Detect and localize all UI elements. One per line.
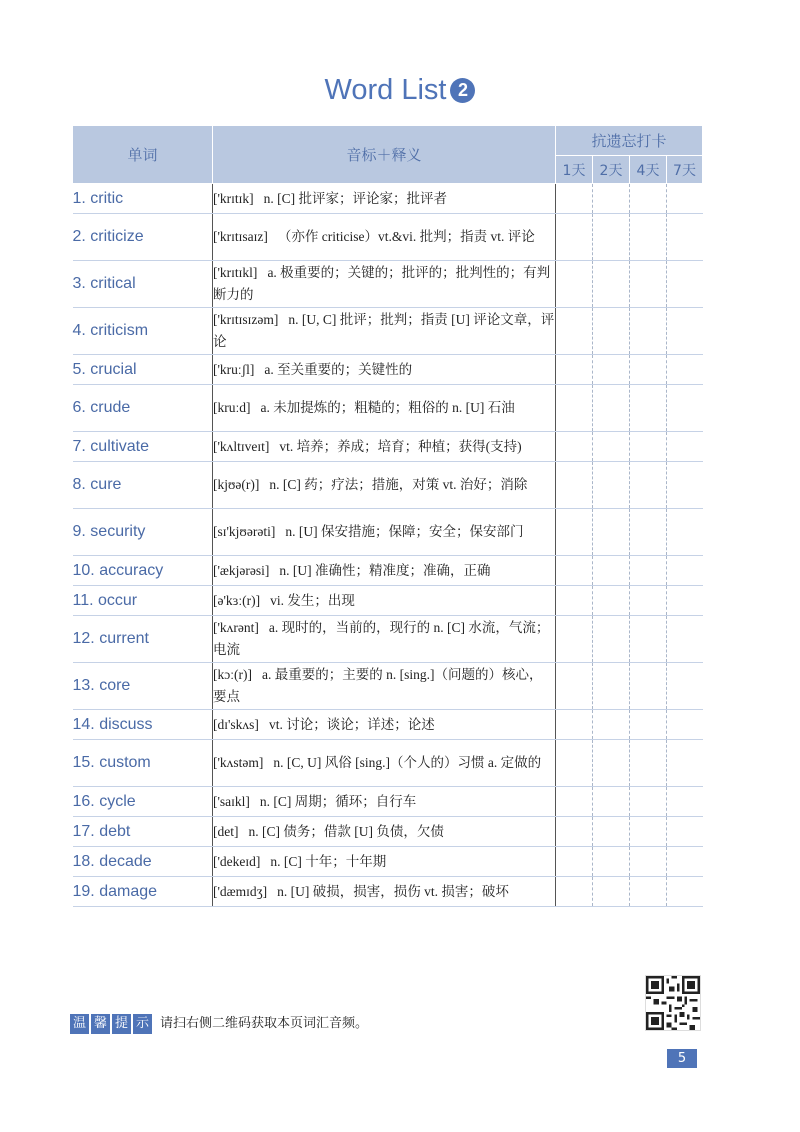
checkin-cell[interactable] [593, 355, 630, 385]
phonetic: ['saɪkl] [213, 793, 250, 809]
checkin-cell[interactable] [630, 261, 667, 308]
title-number-badge: 2 [450, 78, 475, 103]
checkin-cell[interactable] [556, 616, 593, 663]
checkin-cell[interactable] [630, 308, 667, 355]
definition-cell [213, 385, 556, 432]
table-row [73, 432, 703, 462]
checkin-cell[interactable] [667, 385, 703, 432]
checkin-cell[interactable] [556, 432, 593, 462]
table-row [73, 586, 703, 616]
page-title [0, 74, 800, 107]
table-row [73, 847, 703, 877]
checkin-cell[interactable] [667, 847, 703, 877]
definition-cell [213, 817, 556, 847]
header-checkin: 抗遗忘打卡 [556, 126, 703, 156]
meaning: n. [C] 周期；循环；自行车 [259, 793, 417, 809]
phonetic: ['krɪtɪsɪzəm] [213, 312, 279, 327]
checkin-cell[interactable] [556, 509, 593, 556]
word-cell: 10. accuracy [73, 556, 213, 586]
tip-label-char: 温 [70, 1014, 89, 1034]
definition-cell [213, 877, 556, 907]
checkin-cell[interactable] [630, 586, 667, 616]
definition-cell [213, 184, 556, 214]
table-row [73, 462, 703, 509]
definition-cell [213, 462, 556, 509]
word-cell: 12. current [73, 616, 213, 663]
word-cell: 15. custom [73, 740, 213, 787]
table-row [73, 817, 703, 847]
definition-cell [213, 509, 556, 556]
phonetic: ['kʌltɪveɪt] [213, 438, 270, 454]
checkin-cell[interactable] [593, 817, 630, 847]
phonetic: ['krɪtɪkl] [213, 265, 258, 280]
checkin-cell[interactable] [630, 184, 667, 214]
checkin-cell[interactable] [593, 432, 630, 462]
checkin-cell[interactable] [556, 184, 593, 214]
word-cell: 2. criticize [73, 214, 213, 261]
checkin-cell[interactable] [630, 663, 667, 710]
checkin-cell[interactable] [556, 710, 593, 740]
checkin-cell[interactable] [667, 787, 703, 817]
table-row [73, 214, 703, 261]
phonetic: [ə'kɜː(r)] [213, 592, 261, 608]
checkin-cell[interactable] [667, 586, 703, 616]
checkin-cell[interactable] [667, 509, 703, 556]
meaning: a. 最重要的；主要的 n. [sing.]（问题的）核心，要点 [213, 667, 543, 704]
definition-cell [213, 616, 556, 663]
word-cell: 11. occur [73, 586, 213, 616]
checkin-cell[interactable] [593, 184, 630, 214]
page-number: 5 [667, 1049, 697, 1068]
checkin-cell[interactable] [630, 556, 667, 586]
checkin-cell[interactable] [556, 586, 593, 616]
word-cell: 14. discuss [73, 710, 213, 740]
header-day-7: 7天 [667, 156, 703, 184]
meaning: n. [C] 药；疗法；措施，对策 vt. 治好；消除 [269, 477, 528, 492]
meaning: n. [C] 十年；十年期 [270, 853, 387, 869]
checkin-cell[interactable] [630, 509, 667, 556]
table-row [73, 261, 703, 308]
checkin-cell[interactable] [667, 817, 703, 847]
checkin-cell[interactable] [556, 214, 593, 261]
checkin-cell[interactable] [667, 432, 703, 462]
checkin-cell[interactable] [593, 586, 630, 616]
meaning: n. [U, C] 批评；批判；指责 [U] 评论文章，评论 [213, 312, 555, 349]
table-row [73, 385, 703, 432]
checkin-cell[interactable] [630, 462, 667, 509]
checkin-cell[interactable] [593, 308, 630, 355]
meaning: vi. 发生；出现 [270, 592, 355, 608]
checkin-cell[interactable] [593, 787, 630, 817]
phonetic: ['krɪtɪk] [213, 190, 254, 206]
phonetic: ['krɪtɪsaɪz] [213, 229, 268, 244]
checkin-cell[interactable] [556, 847, 593, 877]
phonetic: [kjʊə(r)] [213, 477, 260, 492]
checkin-cell[interactable] [593, 462, 630, 509]
checkin-cell[interactable] [556, 663, 593, 710]
tip-label-char: 提 [112, 1014, 131, 1034]
phonetic: [det] [213, 823, 239, 839]
checkin-cell[interactable] [667, 261, 703, 308]
checkin-cell[interactable] [667, 710, 703, 740]
title-text: Word List [324, 74, 447, 106]
qr-code-icon[interactable] [645, 975, 701, 1031]
table-row [73, 740, 703, 787]
word-cell: 3. critical [73, 261, 213, 308]
checkin-cell[interactable] [667, 616, 703, 663]
table-row [73, 616, 703, 663]
definition-cell [213, 710, 556, 740]
definition-cell [213, 432, 556, 462]
checkin-cell[interactable] [556, 308, 593, 355]
table-row [73, 308, 703, 355]
definition-cell [213, 847, 556, 877]
definition-cell [213, 740, 556, 787]
meaning: a. 至关重要的；关键性的 [264, 361, 413, 377]
meaning: a. 现时的，当前的，现行的 n. [C] 水流，气流；电流 [213, 620, 550, 657]
word-cell: 1. critic [73, 184, 213, 214]
checkin-cell[interactable] [630, 787, 667, 817]
table-row [73, 184, 703, 214]
checkin-cell[interactable] [556, 817, 593, 847]
checkin-cell[interactable] [630, 355, 667, 385]
table-row [73, 663, 703, 710]
word-list-body [73, 184, 703, 907]
word-cell: 8. cure [73, 462, 213, 509]
tip-text: 请扫右侧二维码获取本页词汇音频。 [160, 1016, 369, 1031]
checkin-cell[interactable] [667, 462, 703, 509]
word-cell: 5. crucial [73, 355, 213, 385]
checkin-cell[interactable] [556, 740, 593, 787]
header-day-1: 1天 [556, 156, 593, 184]
header-day-4: 4天 [630, 156, 667, 184]
definition-cell [213, 556, 556, 586]
header-day-2: 2天 [593, 156, 630, 184]
checkin-cell[interactable] [556, 877, 593, 907]
word-cell: 18. decade [73, 847, 213, 877]
tip-banner [70, 1012, 368, 1034]
phonetic: [kɔː(r)] [213, 667, 252, 682]
checkin-cell[interactable] [630, 616, 667, 663]
definition-cell [213, 355, 556, 385]
meaning: n. [C] 批评家；评论家；批评者 [263, 190, 448, 206]
checkin-cell[interactable] [593, 877, 630, 907]
definition-cell [213, 214, 556, 261]
phonetic: [dɪ'skʌs] [213, 716, 259, 732]
checkin-cell[interactable] [667, 877, 703, 907]
checkin-cell[interactable] [667, 355, 703, 385]
checkin-cell[interactable] [556, 787, 593, 817]
checkin-cell[interactable] [630, 817, 667, 847]
table-row [73, 877, 703, 907]
checkin-cell[interactable] [593, 663, 630, 710]
word-cell: 19. damage [73, 877, 213, 907]
checkin-cell[interactable] [556, 261, 593, 308]
phonetic: ['kʌrənt] [213, 620, 259, 635]
table-row [73, 787, 703, 817]
word-cell: 9. security [73, 509, 213, 556]
checkin-cell[interactable] [630, 385, 667, 432]
meaning: n. [C] 债务；借款 [U] 负债，欠债 [248, 823, 444, 839]
checkin-cell[interactable] [593, 261, 630, 308]
checkin-cell[interactable] [667, 184, 703, 214]
meaning: （亦作 criticise）vt.&vi. 批判；指责 vt. 评论 [277, 229, 535, 244]
table-row [73, 710, 703, 740]
tip-label-char: 示 [133, 1014, 152, 1034]
definition-cell [213, 787, 556, 817]
tip-label-char: 馨 [91, 1014, 110, 1034]
checkin-cell[interactable] [593, 556, 630, 586]
checkin-cell[interactable] [593, 509, 630, 556]
definition-cell [213, 663, 556, 710]
meaning: n. [U] 保安措施；保障；安全；保安部门 [285, 524, 524, 539]
word-cell: 16. cycle [73, 787, 213, 817]
word-cell: 17. debt [73, 817, 213, 847]
checkin-cell[interactable] [556, 556, 593, 586]
checkin-cell[interactable] [556, 385, 593, 432]
word-cell: 13. core [73, 663, 213, 710]
word-cell: 6. crude [73, 385, 213, 432]
checkin-cell[interactable] [593, 214, 630, 261]
checkin-cell[interactable] [630, 847, 667, 877]
definition-cell [213, 586, 556, 616]
checkin-cell[interactable] [593, 710, 630, 740]
meaning: n. [U] 准确性；精准度；准确，正确 [279, 562, 491, 578]
checkin-cell[interactable] [593, 616, 630, 663]
meaning: n. [U] 破损，损害，损伤 vt. 损害；破坏 [277, 883, 509, 899]
word-cell: 4. criticism [73, 308, 213, 355]
meaning: vt. 培养；养成；培育；种植；获得(支持) [279, 438, 522, 454]
checkin-cell[interactable] [593, 385, 630, 432]
checkin-cell[interactable] [667, 556, 703, 586]
phonetic: ['dæmɪdʒ] [213, 883, 268, 899]
meaning: a. 极重要的；关键的；批评的；批判性的；有判断力的 [213, 265, 551, 302]
phonetic: ['ækjərəsi] [213, 562, 270, 578]
checkin-cell[interactable] [556, 462, 593, 509]
table-row [73, 509, 703, 556]
word-list-table [72, 125, 703, 907]
phonetic: [sɪ'kjʊərəti] [213, 524, 276, 539]
checkin-cell[interactable] [556, 355, 593, 385]
header-word: 单词 [73, 126, 213, 184]
meaning: n. [C, U] 风俗 [sing.]（个人的）习惯 a. 定做的 [273, 755, 542, 770]
checkin-cell[interactable] [630, 877, 667, 907]
definition-cell [213, 261, 556, 308]
table-row [73, 556, 703, 586]
checkin-cell[interactable] [630, 432, 667, 462]
table-row [73, 355, 703, 385]
meaning: a. 未加提炼的；粗糙的；粗俗的 n. [U] 石油 [260, 400, 515, 415]
checkin-cell[interactable] [667, 740, 703, 787]
phonetic: ['dekeɪd] [213, 853, 261, 869]
meaning: vt. 讨论；谈论；详述；论述 [268, 716, 435, 732]
checkin-cell[interactable] [667, 214, 703, 261]
checkin-cell[interactable] [630, 214, 667, 261]
header-definition: 音标＋释义 [213, 126, 556, 184]
checkin-cell[interactable] [630, 710, 667, 740]
phonetic: ['kʌstəm] [213, 755, 264, 770]
checkin-cell[interactable] [593, 847, 630, 877]
definition-cell [213, 308, 556, 355]
phonetic: ['kruːʃl] [213, 361, 255, 377]
checkin-cell[interactable] [630, 740, 667, 787]
checkin-cell[interactable] [593, 740, 630, 787]
word-cell: 7. cultivate [73, 432, 213, 462]
checkin-cell[interactable] [667, 663, 703, 710]
phonetic: [kruːd] [213, 400, 251, 415]
checkin-cell[interactable] [667, 308, 703, 355]
